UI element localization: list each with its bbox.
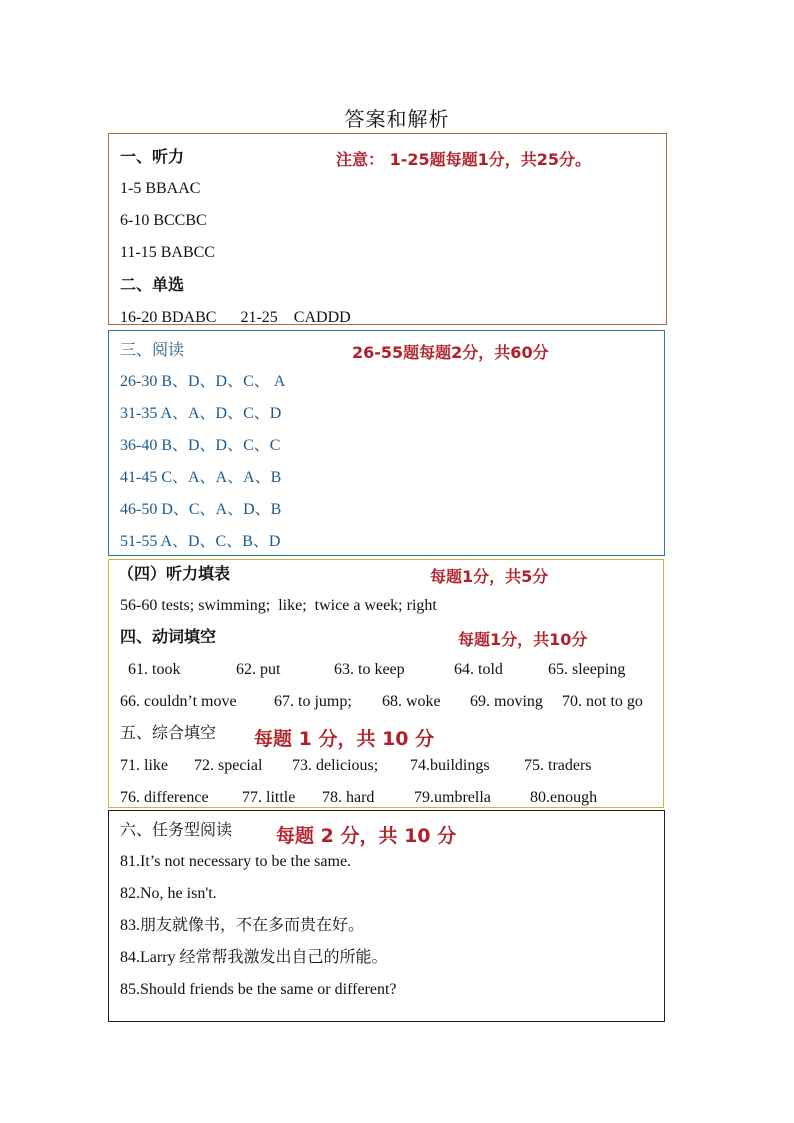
answer-item: 68. woke: [382, 693, 441, 710]
answer-row: 11-15 BABCC: [120, 244, 215, 261]
section-note-reading: 26-55题每题2分，共60分: [352, 343, 549, 362]
answer-item: 70. not to go: [562, 693, 643, 710]
answer-row: 83.朋友就像书，不在多而贵在好。: [120, 917, 365, 934]
section-heading-reading: 三、阅读: [120, 340, 185, 359]
section-heading-cloze: 五、综合填空: [120, 723, 217, 742]
answer-item: 80.enough: [530, 789, 598, 806]
answer-row: 46-50 D、C、A、D、B: [120, 501, 282, 518]
answer-row: 6-10 BCCBC: [120, 212, 207, 229]
answer-item: 72. special: [194, 757, 263, 774]
answer-item: 65. sleeping: [548, 661, 626, 678]
answer-item: 69. moving: [470, 693, 543, 710]
answer-row: 85.Should friends be the same or different?: [120, 981, 397, 998]
answer-item: 66. couldn’t move: [120, 693, 237, 710]
page-title: 答案和解析: [344, 107, 450, 131]
answer-item: 78. hard: [322, 789, 375, 806]
answer-row: 82.No, he isn't.: [120, 885, 217, 902]
answer-item: 62. put: [236, 661, 281, 678]
answer-item: 73. delicious;: [292, 757, 379, 774]
answer-item: 74.buildings: [410, 757, 490, 774]
section-note-cloze: 每题 1 分，共 10 分: [254, 728, 435, 750]
section-note-listening-table: 每题1分，共5分: [430, 567, 549, 586]
answer-item: 77. little: [242, 789, 296, 806]
answer-row: 36-40 B、D、D、C、C: [120, 437, 281, 454]
answer-item: 67. to jump;: [274, 693, 352, 710]
answer-item: 71. like: [120, 757, 168, 774]
section-note-task-reading: 每题 2 分，共 10 分: [276, 825, 457, 847]
answer-item: 64. told: [454, 661, 503, 678]
answer-row: 26-30 B、D、D、C、 A: [120, 373, 286, 390]
section-note-verb-fill: 每题1分，共10分: [458, 630, 588, 649]
answer-row: 56-60 tests; swimming; like; twice a week; right: [120, 597, 437, 614]
answer-row: 1-5 BBAAC: [120, 180, 201, 197]
answer-item: 63. to keep: [334, 661, 405, 678]
section-heading-task-reading: 六、任务型阅读: [120, 820, 233, 839]
section-note-listening: 注意： 1-25题每题1分，共25分。: [336, 150, 592, 169]
answer-item: 75. traders: [524, 757, 592, 774]
answer-item: 61. took: [128, 661, 181, 678]
section-heading-listening-table: （四）听力填表: [118, 564, 231, 583]
answer-item: 79.umbrella: [414, 789, 491, 806]
answer-item: 76. difference: [120, 789, 209, 806]
section-heading-single-choice: 二、单选: [120, 275, 185, 294]
answer-row: 41-45 C、A、A、A、B: [120, 469, 282, 486]
section-heading-listening: 一、听力: [120, 147, 185, 166]
answer-row: 16-20 BDABC 21-25 CADDD: [120, 309, 351, 326]
answer-row: 81.It’s not necessary to be the same.: [120, 853, 352, 870]
answer-row: 31-35 A、A、D、C、D: [120, 405, 282, 422]
answer-row: 51-55 A、D、C、B、D: [120, 533, 281, 550]
answer-row: 84.Larry 经常帮我激发出自己的所能。: [120, 949, 388, 966]
section-heading-verb-fill: 四、动词填空: [120, 627, 217, 646]
